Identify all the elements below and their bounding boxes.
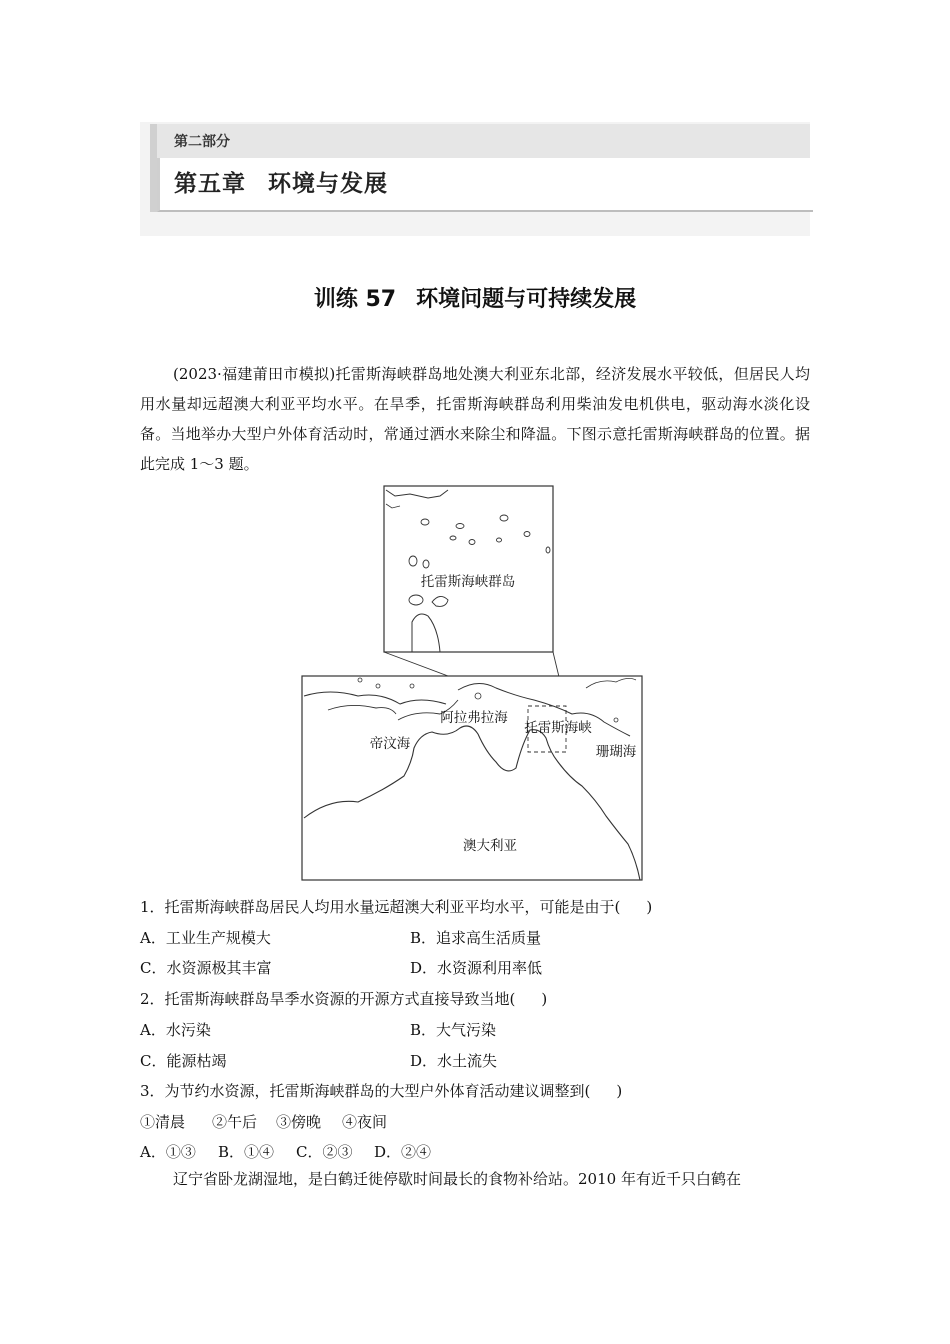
q1-option-b: B．追求高生活质量: [410, 929, 542, 947]
question-1: 1．托雷斯海峡群岛居民人均用水量远超澳大利亚平均水平，可能是由于( ): [140, 898, 653, 916]
question-2: 2．托雷斯海峡群岛旱季水资源的开源方式直接导致当地( ): [140, 990, 548, 1008]
question-3: 3．为节约水资源，托雷斯海峡群岛的大型户外体育活动建议调整到( ): [140, 1082, 623, 1100]
inset-label: 托雷斯海峡群岛: [420, 574, 516, 590]
question-2-stem: 2．托雷斯海峡群岛旱季水资源的开源方式直接导致当地(: [140, 990, 516, 1008]
map-figure: [300, 482, 644, 882]
label-australia: 澳大利亚: [463, 838, 517, 854]
torres-strait-map: [300, 482, 644, 882]
intro-paragraph: (2023·福建莆田市模拟)托雷斯海峡群岛地处澳大利亚东北部，经济发展水平较低，但居民人均用水量却远超澳大利亚平均水平。在旱季，托雷斯海峡群岛利用柴油发电机供电，驱动海水淡化设备。当地举办大型户外体育活动时，常通过洒水来除尘和降温。下图示意托雷斯海峡群岛的位置。据此完成 1～3 题。: [140, 365, 810, 473]
part-label: 第二部分: [174, 134, 230, 150]
banner-accent-bar: [150, 124, 157, 212]
q3-choice-1: ①清晨: [140, 1113, 186, 1131]
exercise-title: [0, 282, 950, 313]
q2-option-a: A．水污染: [140, 1021, 211, 1039]
q3-choice-2: ②午后: [212, 1113, 258, 1131]
q3-option-a: A．①③: [140, 1143, 196, 1161]
exercise-topic: 环境问题与可持续发展: [416, 287, 637, 312]
label-arafura-sea: 阿拉弗拉海: [440, 710, 508, 726]
chapter-name: 环境与发展: [268, 171, 388, 197]
label-timor-sea: 帝汶海: [369, 736, 411, 752]
next-paragraph: 辽宁省卧龙湖湿地，是白鹤迁徙停歇时间最长的食物补给站。2010 年有近千只白鹤在: [173, 1170, 741, 1188]
exercise-number: 训练 57: [313, 287, 397, 312]
q1-option-a: A．工业生产规模大: [140, 929, 271, 947]
q1-option-d: D．水资源利用率低: [410, 959, 543, 977]
chapter-title: [174, 165, 388, 198]
q2-option-b: B．大气污染: [410, 1021, 497, 1039]
q3-choice-3: ③傍晚: [276, 1113, 322, 1131]
q1-option-c: C．水资源极其丰富: [140, 959, 272, 977]
banner-top-strip: [150, 124, 810, 158]
label-coral-sea: 珊瑚海: [595, 744, 637, 760]
label-torres-strait: 托雷斯海峡: [524, 720, 592, 736]
q3-option-d: D．②④: [374, 1143, 432, 1161]
q3-option-b: B．①④: [218, 1143, 275, 1161]
inset-frame: [384, 486, 553, 652]
q3-option-c: C．②③: [296, 1143, 353, 1161]
q2-option-c: C．能源枯竭: [140, 1052, 227, 1070]
q2-option-d: D．水土流失: [410, 1052, 498, 1070]
question-3-stem: 3．为节约水资源，托雷斯海峡群岛的大型户外体育活动建议调整到(: [140, 1082, 591, 1100]
q3-choice-4: ④夜间: [342, 1113, 388, 1131]
question-1-stem: 1．托雷斯海峡群岛居民人均用水量远超澳大利亚平均水平，可能是由于(: [140, 898, 621, 916]
chapter-number: 第五章: [174, 171, 246, 197]
